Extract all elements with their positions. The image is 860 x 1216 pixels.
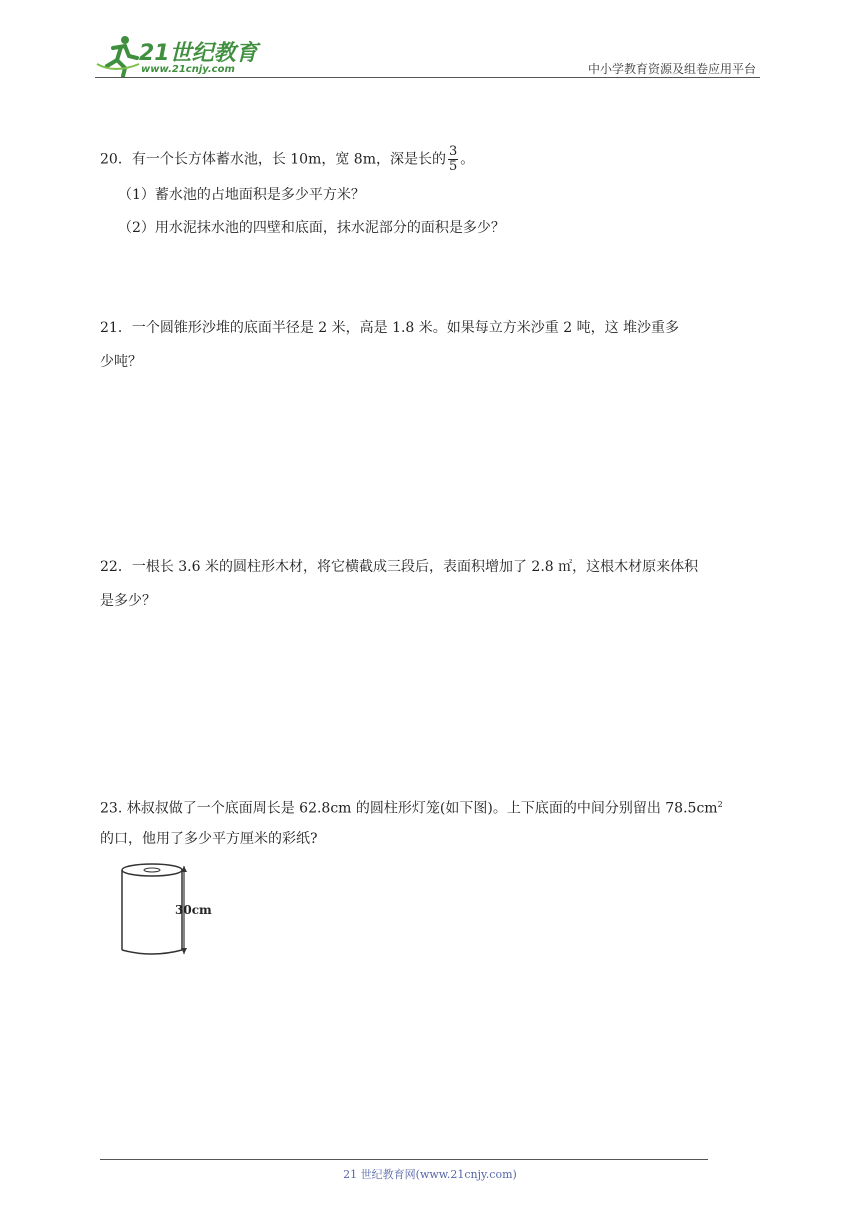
- question-20-end: 。: [460, 151, 475, 168]
- cylinder-figure: [116, 860, 226, 960]
- question-23-text: 23. 林叔叔做了一个底面周长是 62.8cm 的圆柱形灯笼(如下图)。上下底面的中间分别留出 78.5cm: [100, 800, 718, 817]
- question-22-line-2: 是多少？: [100, 593, 156, 609]
- question-22-line-1: 22．一根长 3.6 米的圆柱形木材，将它横截成三段后，表面积增加了 2.8 ㎡，这根木材原来体积: [100, 559, 699, 575]
- runner-logo-icon: [95, 34, 141, 78]
- height-label: 30cm: [175, 903, 212, 917]
- header-tagline: 中小学教育资源及组卷应用平台: [587, 62, 756, 76]
- superscript: 2: [717, 800, 723, 809]
- brand-url: www.21cnjy.com: [141, 64, 235, 75]
- question-20: [100, 145, 765, 174]
- fraction-numerator: 3: [449, 144, 458, 159]
- site-logo: [95, 34, 295, 78]
- question-20-part-2: （2）用水泥抹水池的四壁和底面，抹水泥部分的面积是多少？: [118, 220, 505, 236]
- question-21-line-1: 21．一个圆锥形沙堆的底面半径是 2 米，高是 1.8 米。如果每立方米沙重 2 吨，这 堆沙重多: [100, 320, 680, 336]
- footer-text: 21 世纪教育网(www.21cnjy.com): [343, 1168, 517, 1181]
- question-23-line-2: 的口，他用了多少平方厘米的彩纸?: [100, 831, 318, 847]
- fraction: [448, 145, 458, 174]
- brand-name: 21世纪教育: [139, 41, 258, 66]
- question-23-line-1: [100, 795, 765, 819]
- question-21-line-2: 少吨？: [100, 354, 142, 370]
- page-header: [95, 30, 760, 78]
- question-20-text: 20．有一个长方体蓄水池，长 10m，宽 8m，深是长的: [100, 151, 446, 168]
- fraction-denominator: 5: [449, 159, 458, 174]
- footer-rule: [100, 1159, 708, 1160]
- header-rule: [95, 77, 760, 78]
- cylinder-diagram: [116, 860, 226, 960]
- question-20-part-1: （1）蓄水池的占地面积是多少平方米？: [118, 187, 365, 203]
